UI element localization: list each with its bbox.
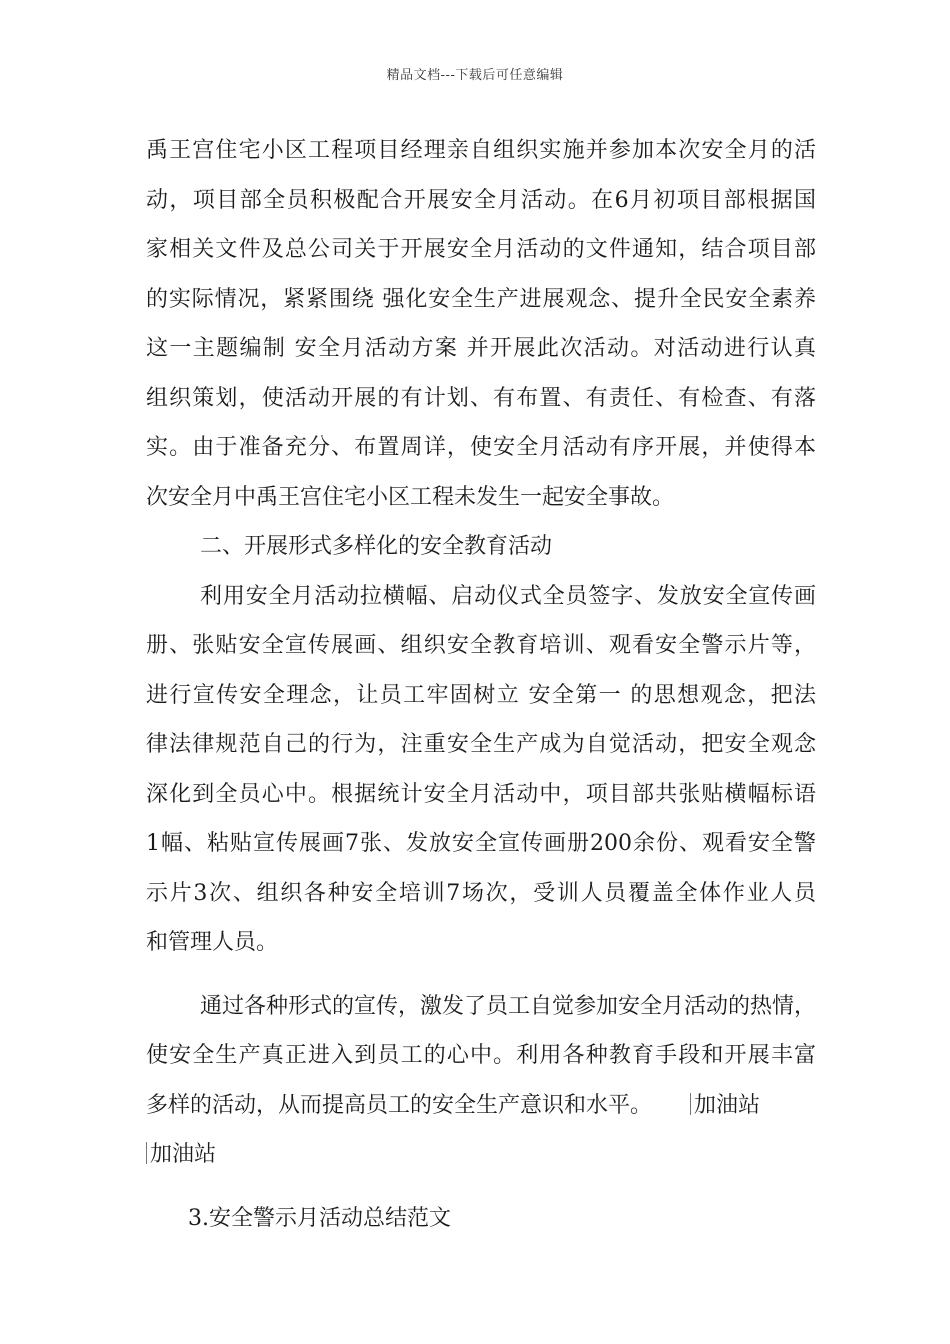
inline-link-gas-station[interactable]: 加油站 (694, 1092, 761, 1118)
paragraph-gap (146, 973, 816, 987)
paragraph-gap (146, 1185, 816, 1199)
paragraph2-line: 律法律规范自己的行为，注重安全生产成为自觉活动，把安全观念 (146, 732, 816, 757)
link-marker (146, 1142, 147, 1164)
paragraph1-line: 禹王宫住宅小区工程项目经理亲自组织实施并参加本次安全月的活 (146, 138, 816, 163)
paragraph1-line: 这一主题编制 安全月活动方案 并开展此次活动。对活动进行认真 (146, 336, 816, 361)
paragraph1-line: 家相关文件及总公司关于开展安全月活动的文件通知，结合项目部 (146, 237, 816, 262)
document-body (146, 131, 816, 1248)
paragraph2-line: 1幅、粘贴宣传展画7张、发放安全宣传画册200余份、观看安全警 (146, 831, 816, 856)
section-heading-3: 3.安全警示月活动总结范文 (188, 1205, 451, 1231)
paragraph2-line: 利用安全月活动拉横幅、启动仪式全员签字、发放安全宣传画 (200, 583, 816, 609)
paragraph3-line-text: 多样的活动，从而提高员工的安全生产意识和水平。 (146, 1092, 653, 1118)
section-heading-2: 二、开展形式多样化的安全教育活动 (200, 534, 553, 559)
paragraph1-line: 次安全月中禹王宫住宅小区工程未发生一起安全事故。 (146, 484, 675, 510)
paragraph2-line: 进行宣传安全理念，让员工牢固树立 安全第一 的思想观念，把法 (146, 682, 816, 708)
inline-link-gas-station[interactable]: 加油站 (150, 1142, 217, 1167)
paragraph2-line: 深化到全员心中。根据统计安全月活动中，项目部共张贴横幅标语 (146, 781, 816, 807)
paragraph3-line: 使安全生产真正进入到员工的心中。利用各种教育手段和开展丰富 (146, 1043, 816, 1068)
paragraph2-line: 和管理人员。 (146, 930, 279, 955)
paragraph1-line: 组织策划，使活动开展的有计划、有布置、有责任、有检查、有落 (146, 385, 816, 411)
page-header: 精品文档---下载后可任意编辑 (386, 68, 564, 83)
paragraph3-line: 通过各种形式的宣传，激发了员工自觉参加安全月活动的热情， (200, 993, 817, 1019)
paragraph1-line: 动，项目部全员积极配合开展安全月活动。在6月初项目部根据国 (146, 187, 816, 213)
paragraph1-line: 实。由于准备充分、布置周详，使安全月活动有序开展，并使得本 (146, 435, 816, 460)
paragraph1-line: 的实际情况，紧紧围绕 强化安全生产进展观念、提升全民安全素养 (146, 286, 816, 312)
link-marker (690, 1093, 691, 1115)
paragraph3-line-with-link (146, 1086, 816, 1136)
paragraph3-link-line (146, 1135, 816, 1185)
paragraph2-line: 册、张贴安全宣传展画、组织安全教育培训、观看安全警示片等， (146, 633, 816, 658)
paragraph2-line: 示片3次、组织各种安全培训7场次，受训人员覆盖全体作业人员 (146, 880, 816, 906)
